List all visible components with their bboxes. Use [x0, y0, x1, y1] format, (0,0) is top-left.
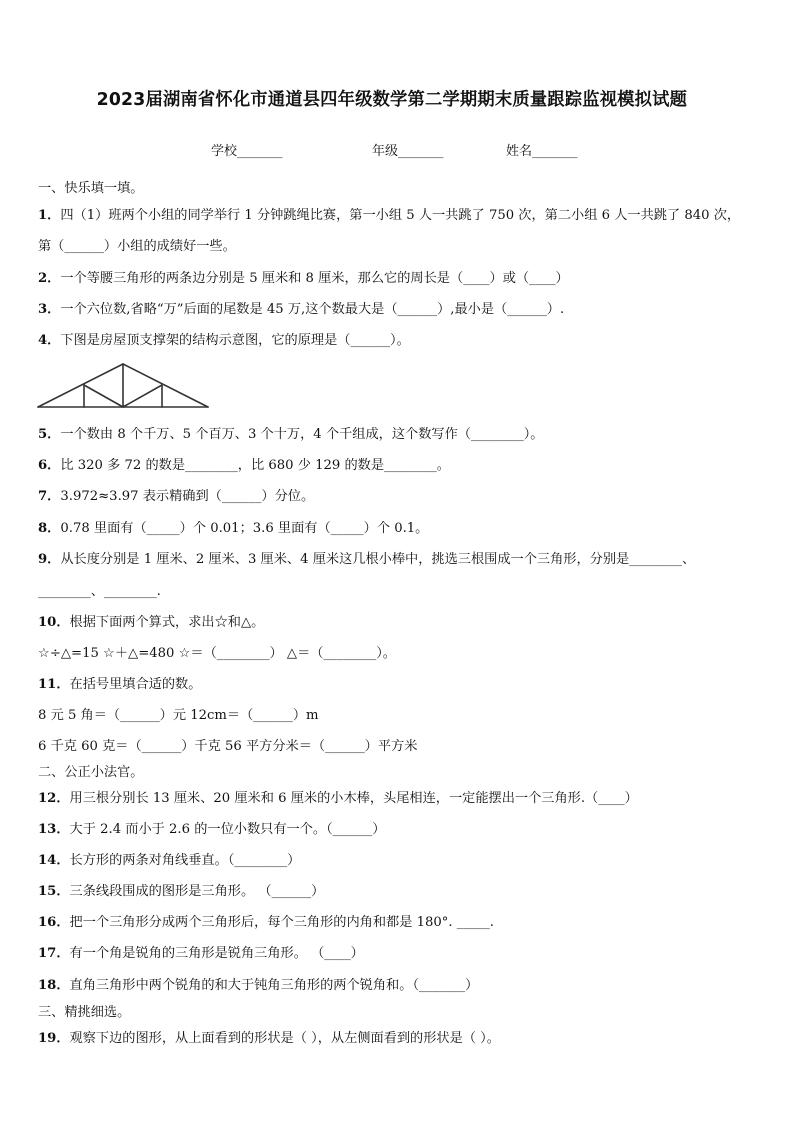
- truss-left-web: [84, 385, 123, 407]
- question-14: 14．长方形的两条对角线垂直。（________）: [38, 853, 301, 868]
- question-11-row-2: 6 千克 60 克＝（______）千克 56 平方分米＝（______）平方米: [38, 739, 418, 754]
- question-17: 17．有一个角是锐角的三角形是锐角三角形。 （____）: [38, 946, 364, 961]
- question-19: 19．观察下边的图形，从上面看到的形状是（ ），从左侧面看到的形状是（ ）。: [38, 1031, 500, 1046]
- question-11: 11．在括号里填合适的数。: [38, 677, 202, 692]
- page-title: 2023届湖南省怀化市通道县四年级数学第二学期期末质量跟踪监视模拟试题: [96, 90, 688, 110]
- question-8: 8．0.78 里面有（_____）个 0.01；3.6 里面有（_____）个 0.1。: [38, 521, 429, 536]
- section-heading-3: 三、精挑细选。: [38, 1005, 131, 1020]
- question-6: 6．比 320 多 72 的数是________，比 680 少 129 的数是________。: [38, 458, 450, 473]
- name-field: 姓名_______: [506, 144, 578, 159]
- question-2: 2．一个等腰三角形的两条边分别是 5 厘米和 8 厘米，那么它的周长是（____）或（____）: [38, 271, 569, 286]
- question-18: 18．直角三角形中两个锐角的和大于钝角三角形的两个锐角和。（_______）: [38, 978, 479, 993]
- question-11-row-1: 8 元 5 角＝（______）元 12cm＝（______）m: [38, 708, 319, 723]
- question-5: 5．一个数由 8 个千万、5 个百万、3 个十万，4 个千组成，这个数写作（________）。: [38, 427, 544, 442]
- question-13: 13．大于 2.4 而小于 2.6 的一位小数只有一个。（______）: [38, 822, 386, 837]
- grade-field: 年级_______: [372, 144, 444, 159]
- section-heading-2: 二、公正小法官。: [38, 765, 144, 780]
- question-4: 4．下图是房屋顶支撑架的结构示意图，它的原理是（______）。: [38, 333, 410, 348]
- question-1: 1．四（1）班两个小组的同学举行 1 分钟跳绳比赛，第一小组 5 人一共跳了 750 次，第二小组 6 人一共跳了 840 次，: [38, 208, 741, 223]
- question-7: 7．3.972≈3.97 表示精确到（______）分位。: [38, 489, 315, 504]
- question-1-continued: 第（______）小组的成绩好一些。: [38, 239, 236, 254]
- truss-right-web: [123, 385, 162, 407]
- roof-truss-diagram: [36, 360, 212, 412]
- question-3: 3．一个六位数,省略“万”后面的尾数是 45 万,这个数最大是（______）,最小是（______）.: [38, 302, 565, 317]
- section-heading-1: 一、快乐填一填。: [38, 181, 144, 196]
- question-10: 10．根据下面两个算式，求出☆和△。: [38, 615, 265, 630]
- question-16: 16．把一个三角形分成两个三角形后，每个三角形的内角和都是 180°. _____.: [38, 915, 494, 930]
- school-field: 学校_______: [211, 144, 283, 159]
- question-9-continued: ________、________.: [38, 584, 161, 599]
- question-10-equations: ☆÷△=15 ☆＋△=480 ☆＝（________） △＝（________）。: [38, 646, 396, 661]
- question-12: 12．用三根分别长 13 厘米、20 厘米和 6 厘米的小木棒，头尾相连，一定能摆出一个三角形.（____）: [38, 791, 638, 806]
- question-15: 15．三条线段围成的图形是三角形。 （______）: [38, 884, 325, 899]
- question-9: 9．从长度分别是 1 厘米、2 厘米、3 厘米、4 厘米这几根小棒中，挑选三根围成一个三角形，分别是________、: [38, 552, 696, 567]
